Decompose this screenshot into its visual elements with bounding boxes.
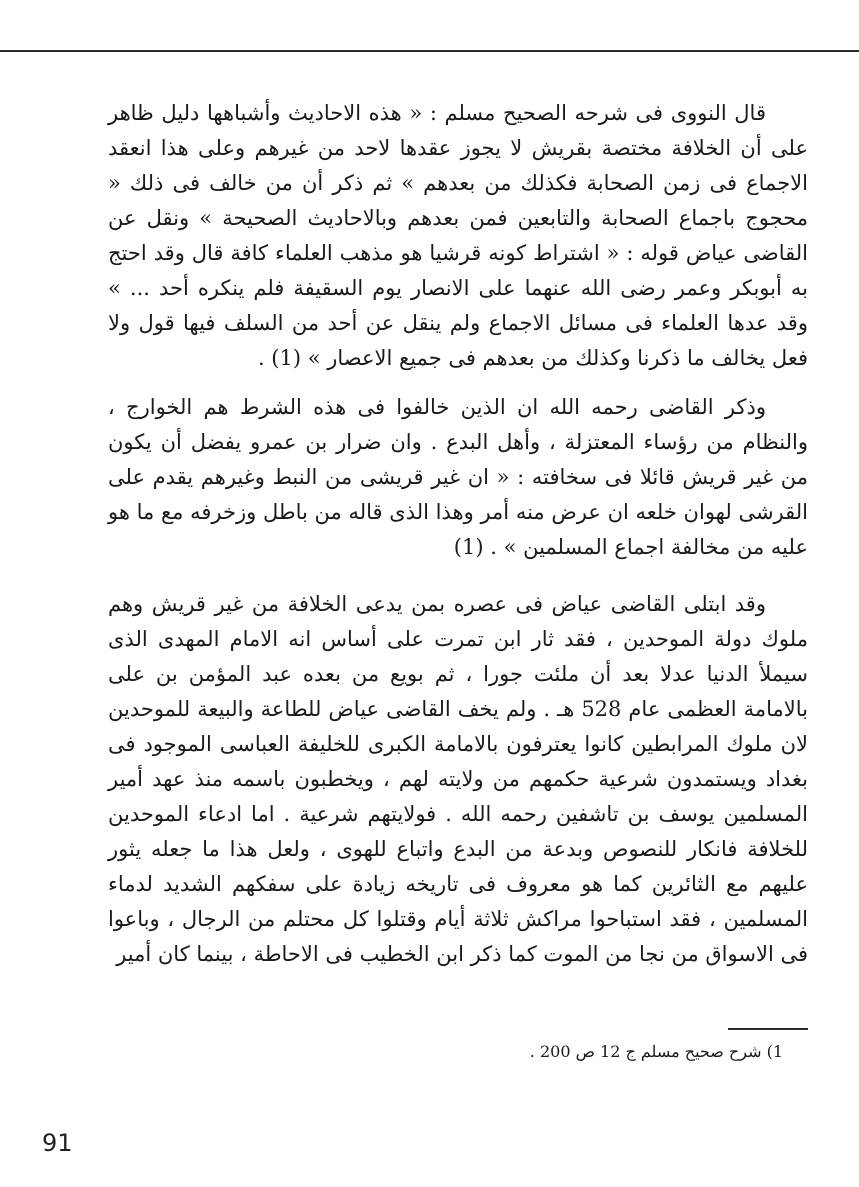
page-number: 91: [42, 1129, 73, 1157]
header-rule: [0, 50, 859, 52]
paragraph-2: وذكر القاضى رحمه الله ان الذين خالفوا فى هذه الشرط هم الخوارج ، والنظام من رؤساء المعتزلة ، وأهل البدع . وان ضرار بن عمرو يفضل أن يكون من غير قريش قائلا فى سخافته : « ان غير قريشى من النبط وغيرهم يقدم على القرشى لهوان خلعه ان عرض منه أمر وهذا الذى قاله من باطل وزخرفه مع ما هو عليه من مخالفة اجماع المسلمين » . (1): [108, 395, 808, 559]
paragraph-3: وقد ابتلى القاضى عياض فى عصره بمن يدعى الخلافة من غير قريش وهم ملوك دولة الموحدين ، فقد ثار ابن تمرت على أساس انه الامام المهدى الذى سيملأ الدنيا عدلا بعد أن ملئت جورا ، ثم بويع من بعده عبد المؤمن بن على بالامامة العظمى عام 528 هـ . ولم يخف القاضى عياض للطاعة والبيعة للموحدين لان ملوك المرابطين كانوا يعترفون بالامامة الكبرى للخليفة العباسى الموجود فى بغداد ويستمدون شرعية حكمهم من ولايته لهم ، ويخطبون باسمه منذ عهد أمير المسلمين يوسف بن تاشفين رحمه الله . فولايتهم شرعية . اما ادعاء الموحدين للخلافة فانكار للنصوص وبدعة من البدع واتباع للهوى ، ولعل هذا ما جعله يثور عليهم مع الثائرين كما هو معروف فى تاريخه زيادة على سفكهم الشديد لدماء المسلمين ، فقد استباحوا مراكش ثلاثة أيام وقتلوا كل محتلم من الرجال ، وباعوا فى الاسواق من نجا من الموت كما ذكر ابن الخطيب فى الاحاطة ، بينما كان أمير: [108, 592, 808, 966]
body-text: [108, 96, 808, 990]
footnote-rule: [728, 1028, 808, 1030]
paragraph-1: قال النووى فى شرحه الصحيح مسلم : « هذه الاحاديث وأشباهها دليل ظاهر على أن الخلافة مختصة بقريش لا يجوز عقدها لاحد من غيرهم وعلى هذا انعقد الاجماع فى زمن الصحابة فكذلك من بعدهم » ثم ذكر أن من خالف فى ذلك « محجوج باجماع الصحابة والتابعين فمن بعدهم وبالاحاديث الصحيحة » ونقل عن القاضى عياض قوله : « اشتراط كونه قرشيا هو مذهب العلماء كافة قال وقد احتج به أبوبكر وعمر رضى الله عنهما على الانصار يوم السقيفة فلم ينكره أحد ... » وقد عدها العلماء فى مسائل الاجماع ولم ينقل عن أحد من السلف فيها قول ولا فعل يخالف ما ذكرنا وكذلك من بعدهم فى جميع الاعصار » (1) .: [108, 101, 808, 370]
footnote: 1) شرح صحيح مسلم ج 12 ص 200 .: [529, 1042, 783, 1061]
